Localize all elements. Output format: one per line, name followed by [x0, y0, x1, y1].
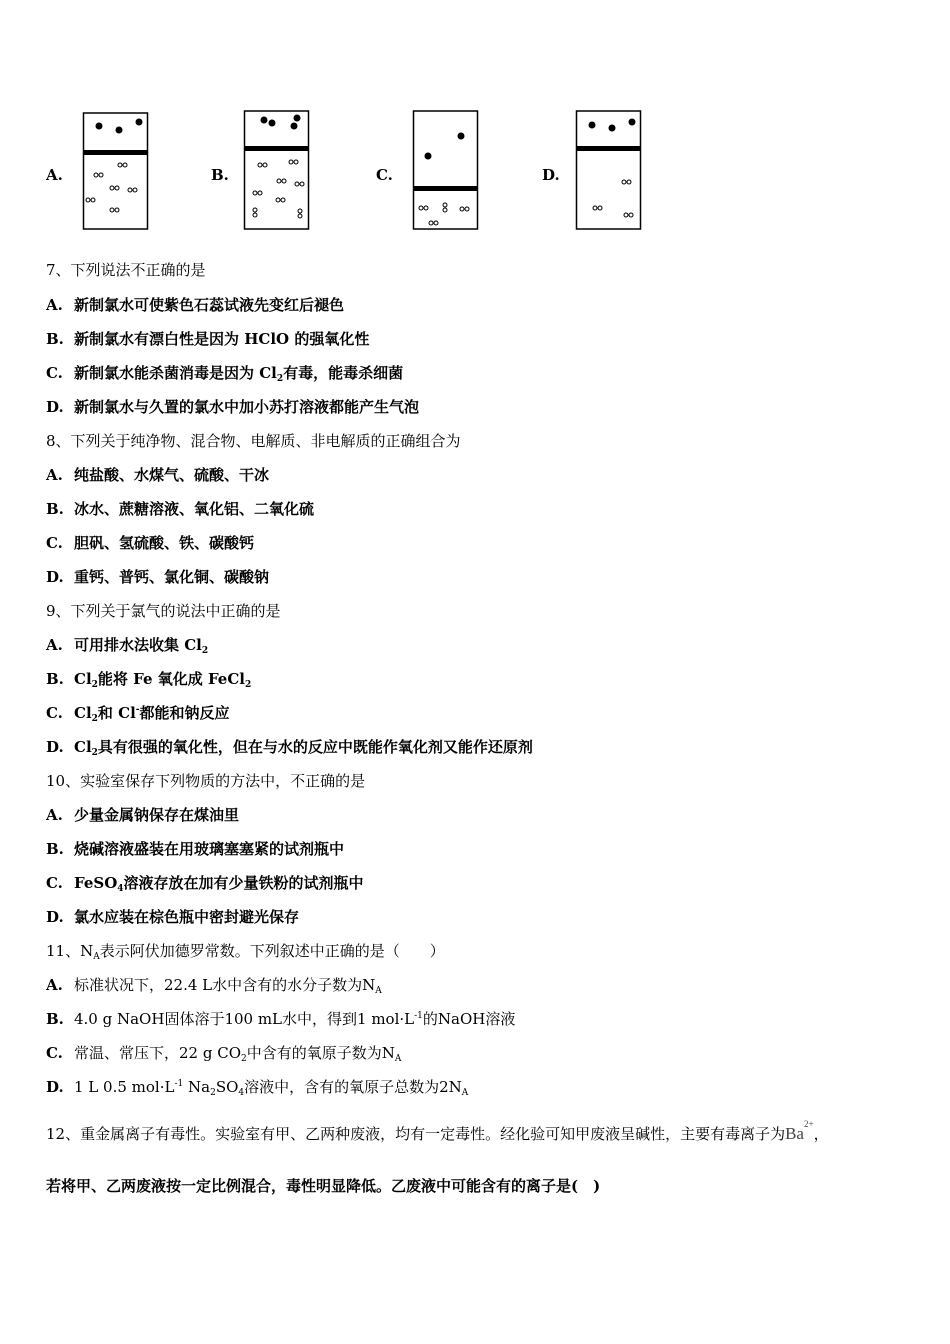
option-text: 的强氧化性: [289, 330, 370, 348]
figure-label-b: B.: [211, 166, 229, 184]
option-label: D.: [46, 398, 64, 416]
option-label: A.: [46, 466, 63, 484]
subscript: 2: [241, 1054, 247, 1064]
option-label: A.: [46, 296, 63, 314]
stem-text: 11、N: [46, 942, 94, 960]
q9-stem: 9、下列关于氯气的说法中正确的是: [46, 602, 281, 620]
option-label: A.: [46, 636, 63, 654]
option-text: 都能和钠反应: [139, 704, 230, 722]
q9-option-a[interactable]: [46, 635, 208, 655]
option-text: 新制氯水可使紫色石蕊试液先变红后褪色: [74, 296, 345, 314]
q10-option-a[interactable]: [46, 805, 239, 825]
q10-option-d[interactable]: [46, 907, 299, 927]
q11-stem: [46, 941, 445, 961]
option-text: 氯水应装在棕色瓶中密封避光保存: [74, 908, 300, 926]
option-label: D.: [46, 908, 64, 926]
subscript: 2: [276, 374, 284, 384]
option-text: 有毒，能毒杀细菌: [283, 364, 404, 382]
subscript: A: [93, 952, 100, 962]
chem-formula: HClO: [244, 330, 290, 348]
superscript: -1: [414, 1011, 423, 1021]
chem-formula: Cl: [259, 364, 277, 382]
option-text: 新制氯水有漂白性是因为: [74, 330, 245, 348]
option-text: 溶液中，含有的氧原子总数为2N: [244, 1078, 462, 1096]
option-label: C.: [46, 874, 63, 892]
option-text: 烧碱溶液盛装在用玻璃塞塞紧的试剂瓶中: [74, 840, 345, 858]
q8-option-c[interactable]: [46, 533, 254, 553]
option-text: 中含有的氧原子数为N: [246, 1044, 395, 1062]
subscript: A: [375, 986, 382, 996]
chem-formula: FeCl: [207, 670, 245, 688]
option-label: B.: [46, 330, 64, 348]
ion-charge: 2+: [803, 1119, 814, 1129]
q11-option-b[interactable]: [46, 1009, 515, 1029]
q10-option-c[interactable]: [46, 873, 364, 893]
stem-text: ，: [813, 1125, 829, 1143]
option-text: 胆矾、氢硫酸、铁、碳酸钙: [74, 534, 255, 552]
q11-option-d[interactable]: [46, 1077, 468, 1097]
q7-option-a[interactable]: [46, 295, 344, 315]
q8-option-b[interactable]: [46, 499, 314, 519]
option-label: C.: [46, 1044, 63, 1062]
option-text: 和: [97, 704, 119, 722]
q10-option-b[interactable]: [46, 839, 344, 859]
option-text: 溶液存放在加有少量铁粉的试剂瓶中: [123, 874, 364, 892]
q7-option-d[interactable]: [46, 397, 419, 417]
q8-stem: 8、下列关于纯净物、混合物、电解质、非电解质的正确组合为: [46, 432, 461, 450]
option-text: 1 L 0.5 mol·L: [74, 1078, 175, 1096]
option-label: D.: [46, 1078, 64, 1096]
option-label: B.: [46, 500, 64, 518]
figure-label-c: C.: [376, 166, 393, 184]
superscript: -: [135, 705, 140, 715]
subscript: A: [461, 1088, 469, 1098]
stem-text: 表示阿伏加德罗常数。下列叙述中正确的是（ ）: [99, 942, 445, 960]
option-text: 4.0 g NaOH固体溶于100 mL水中，得到1 mol·L: [74, 1010, 415, 1028]
q7-stem: 7、下列说法不正确的是: [46, 261, 206, 279]
figure-a-container-diagram: [82, 108, 152, 234]
chem-formula: Cl: [74, 738, 92, 756]
q11-option-a[interactable]: [46, 975, 382, 995]
subscript: A: [394, 1054, 402, 1064]
ion-symbol: Ba: [785, 1124, 804, 1143]
q7-option-c[interactable]: [46, 363, 403, 383]
option-label: D.: [46, 568, 64, 586]
figure-label-a: A.: [46, 166, 63, 184]
option-text: 常温、常压下，22 g CO: [74, 1044, 242, 1062]
option-label: C.: [46, 534, 63, 552]
subscript: 4: [238, 1088, 245, 1098]
subscript: 2: [91, 714, 98, 724]
q7-option-b[interactable]: [46, 329, 369, 349]
figure-label-d: D.: [542, 166, 560, 184]
option-text: 具有很强的氧化性，但在与水的反应中既能作氧化剂又能作还原剂: [97, 738, 533, 756]
option-label: D.: [46, 738, 64, 756]
option-text: 可用排水法收集: [74, 636, 185, 654]
figure-c-container-diagram: [412, 108, 482, 234]
subscript: 2: [210, 1088, 216, 1098]
option-text: 冰水、蔗糖溶液、氧化铝、二氧化硫: [74, 500, 315, 518]
figure-d-container-diagram: [575, 108, 645, 234]
option-text: Na: [183, 1078, 211, 1096]
q10-stem: 10、实验室保存下列物质的方法中，不正确的是: [46, 772, 366, 790]
option-text: 重钙、普钙、氯化铜、碳酸钠: [74, 568, 270, 586]
option-label: A.: [46, 976, 63, 994]
subscript: 4: [117, 884, 124, 894]
figure-b-container-diagram: [243, 108, 313, 234]
chem-formula: Cl: [184, 636, 202, 654]
q12-stem-line2: [46, 1176, 600, 1196]
chem-formula: Cl: [74, 670, 92, 688]
option-text: 氧化成: [152, 670, 208, 688]
superscript: -1: [174, 1079, 184, 1089]
stem-text: 若将甲、乙两废液按一定比例混合，毒性明显降低。乙废液中可能含有的离子是( ): [46, 1177, 601, 1195]
subscript: 2: [201, 646, 209, 656]
q11-option-c[interactable]: [46, 1043, 401, 1063]
option-text: 新制氯水与久置的氯水中加小苏打溶液都能产生气泡: [74, 398, 420, 416]
option-text: 能将: [97, 670, 134, 688]
option-text: 的NaOH溶液: [422, 1010, 516, 1028]
option-text: 纯盐酸、水煤气、硫酸、干冰: [74, 466, 270, 484]
stem-text: 12、重金属离子有毒性。实验室有甲、乙两种废液，均有一定毒性。经化验可知甲废液呈碱性，主要有毒离子为: [46, 1125, 786, 1143]
q9-option-c[interactable]: [46, 703, 230, 723]
chem-formula: Cl: [74, 704, 92, 722]
subscript: 2: [91, 680, 98, 690]
option-text: 少量金属钠保存在煤油里: [74, 806, 240, 824]
option-label: A.: [46, 806, 63, 824]
subscript: 2: [91, 748, 98, 758]
chem-formula: Cl: [118, 704, 136, 722]
q9-option-b[interactable]: [46, 669, 251, 689]
option-label: C.: [46, 704, 63, 722]
option-label: B.: [46, 670, 64, 688]
q8-option-d[interactable]: [46, 567, 269, 587]
q9-option-d[interactable]: [46, 737, 533, 757]
q12-stem-line1: [46, 1119, 906, 1144]
option-text: 标准状况下，22.4 L水中含有的水分子数为N: [74, 976, 376, 994]
chem-formula: FeSO: [74, 874, 118, 892]
barium-ion: [785, 1119, 814, 1143]
q8-option-a[interactable]: [46, 465, 269, 485]
chem-formula: Fe: [133, 670, 153, 688]
option-label: B.: [46, 840, 64, 858]
option-label: B.: [46, 1010, 64, 1028]
option-text: SO: [215, 1078, 239, 1096]
subscript: 2: [244, 680, 252, 690]
option-text: 新制氯水能杀菌消毒是因为: [74, 364, 260, 382]
option-label: C.: [46, 364, 63, 382]
